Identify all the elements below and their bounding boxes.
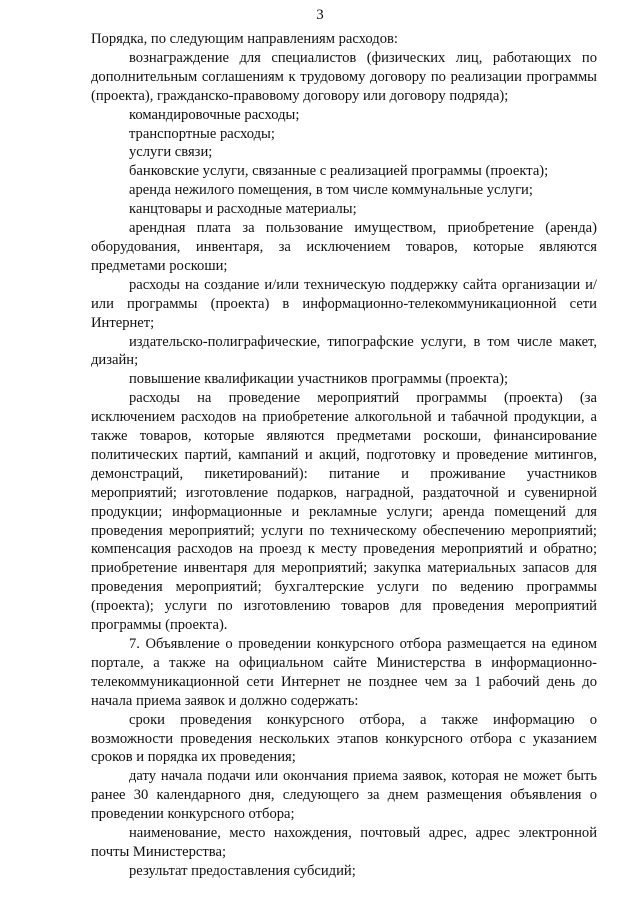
page-number: 3	[316, 7, 324, 23]
paragraph: вознаграждение для специалистов (физических лиц, работающих по дополнительным соглашениям к трудовому договору по реализации программы (проекта), гражданско-правовому договору или договору подряда);	[91, 49, 597, 104]
paragraph: издательско-полиграфические, типографские услуги, в том числе макет, дизайн;	[91, 333, 597, 369]
paragraph: расходы на проведение мероприятий программы (проекта) (за исключением расходов на приобретение алкогольной и табачной продукции, а также товаров, которые являются предметами роскоши, финансирование политических партий, кампаний и акций, подготовку и проведение митингов, демонстраций, пикетирований): питание и проживание участников мероприятий; изготовление подарков, наградной, раздаточной и сувенирной продукции; информационные и рекламные услуги; аренда помещений для проведения мероприятий; услуги по техническому обеспечению мероприятий; компенсация расходов на проезд к месту проведения мероприятий и обратно; приобретение инвентаря для мероприятий; закупка материальных запасов для проведения мероприятий; бухгалтерские услуги по ведению программы (проекта); услуги по изготовлению товаров для проведения мероприятий программы (проекта).	[91, 390, 597, 634]
paragraph: результат предоставления субсидий;	[129, 862, 356, 879]
paragraph: повышение квалификации участников программы (проекта);	[129, 371, 509, 388]
paragraph: арендная плата за пользование имуществом, приобретение (аренда) оборудования, инвентаря, за исключением товаров, которые являются предметами роскоши;	[91, 220, 597, 274]
paragraph: дату начала подачи или окончания приема заявок, которая не может быть ранее 30 календарного дня, следующего за днем размещения объявления о проведении конкурсного отбора;	[91, 768, 597, 823]
paragraph: наименование, место нахождения, почтовый адрес, адрес электронной почты Министерства;	[91, 825, 597, 860]
paragraph: банковские услуги, связанные с реализацией программы (проекта);	[129, 163, 549, 180]
paragraph: услуги связи;	[129, 144, 213, 161]
document-body	[91, 30, 597, 881]
paragraph: расходы на создание и/или техническую поддержку сайта организации и/или программы (проекта) в информационно-телекоммуникационной сети Интернет;	[91, 276, 597, 331]
paragraph: 7. Объявление о проведении конкурсного отбора размещается на едином портале, а также на официальном сайте Министерства в информационно-телекоммуникационной сети Интернет не позднее чем за 1 рабочий день до начала приема заявок и должно содержать:	[91, 636, 597, 709]
paragraph: Порядка, по следующим направлениям расходов:	[91, 31, 398, 47]
paragraph: канцтовары и расходные материалы;	[129, 201, 357, 218]
paragraph: транспортные расходы;	[129, 125, 275, 142]
paragraph: сроки проведения конкурсного отбора, а также информацию о возможности проведения нескольких этапов конкурсного отбора с указанием сроков и порядка их проведения;	[91, 711, 597, 766]
paragraph: аренда нежилого помещения, в том числе коммунальные услуги;	[129, 182, 533, 199]
paragraph: командировочные расходы;	[129, 106, 300, 123]
